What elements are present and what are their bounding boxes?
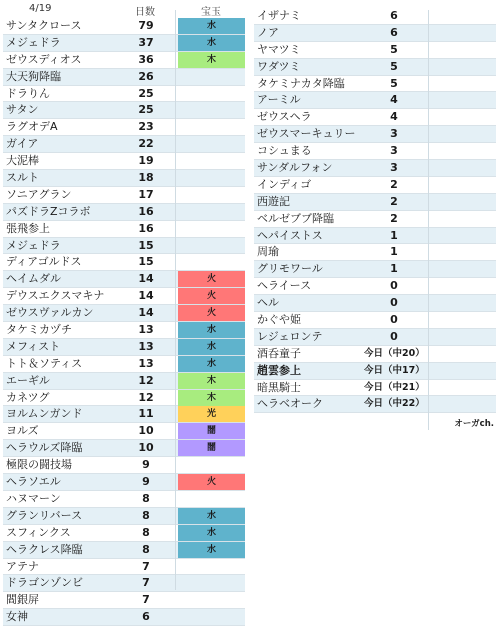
gem-badge: 水 xyxy=(178,542,245,558)
gem-badge xyxy=(178,136,245,152)
quest-name: メジェドラ xyxy=(6,238,61,252)
table-row xyxy=(3,322,245,339)
table-row xyxy=(3,18,245,35)
table-row xyxy=(254,396,496,413)
days-value: 8 xyxy=(142,542,150,556)
days-value: 6 xyxy=(390,9,398,22)
quest-name: ノア xyxy=(257,25,279,39)
days-value: 0 xyxy=(390,296,398,310)
days-value: 9 xyxy=(142,475,150,489)
quest-name: グランリバース xyxy=(6,508,83,522)
quest-name: ゼウスディオス xyxy=(6,52,82,66)
table-row xyxy=(3,305,245,322)
gem-badge xyxy=(178,559,245,575)
quest-name: アーミル xyxy=(257,93,301,107)
table-row xyxy=(3,491,245,508)
table-row xyxy=(3,423,245,440)
days-value: 今日（中20） xyxy=(364,347,425,359)
left-header xyxy=(3,0,245,18)
quest-name: ゼウスヴァルカン xyxy=(6,306,94,320)
quest-name: 大天狗降臨 xyxy=(6,69,61,83)
table-row xyxy=(3,440,245,457)
table-row xyxy=(3,390,245,407)
table-row xyxy=(3,271,245,288)
days-value: 25 xyxy=(138,103,154,117)
quest-name: メフィスト xyxy=(6,339,61,353)
days-value: 4 xyxy=(390,110,398,124)
gem-badge xyxy=(178,119,245,135)
quest-name: ヨルムンガンド xyxy=(6,407,83,421)
quest-name: 女神 xyxy=(6,610,28,624)
table-row xyxy=(3,69,245,86)
days-value: 2 xyxy=(390,177,398,191)
gem-badge xyxy=(178,170,245,186)
gem-badge xyxy=(178,204,245,220)
quest-name: かぐや姫 xyxy=(257,313,301,327)
days-value: 5 xyxy=(390,42,398,56)
days-value: 7 xyxy=(142,559,150,573)
quest-name: 大泥棒 xyxy=(6,154,39,168)
quest-name: カネツグ xyxy=(6,390,50,404)
gem-badge: 水 xyxy=(178,35,245,51)
quest-name: ハヌマーン xyxy=(6,491,61,505)
gem-badge: 闇 xyxy=(178,423,245,439)
days-value: 18 xyxy=(138,171,154,185)
gem-badge: 火 xyxy=(178,271,245,287)
table-row xyxy=(3,35,245,52)
days-value: 5 xyxy=(390,59,398,73)
table-row xyxy=(3,609,245,626)
table-row xyxy=(254,42,496,59)
quest-name: ワダツミ xyxy=(257,59,301,73)
quest-name: ヘパイストス xyxy=(257,228,323,242)
right-table xyxy=(254,0,496,413)
days-value: 10 xyxy=(138,424,154,438)
date-label: 4/19 xyxy=(29,3,52,14)
table-row xyxy=(254,143,496,160)
days-value: 1 xyxy=(390,228,398,242)
quest-name: 暗黒騎士 xyxy=(257,380,301,394)
gem-badge: 水 xyxy=(178,508,245,524)
gem-badge xyxy=(178,254,245,270)
table-row xyxy=(254,160,496,177)
table-row xyxy=(3,86,245,103)
days-value: 8 xyxy=(142,508,150,522)
days-value: 16 xyxy=(138,221,154,235)
gem-header: 宝玉 xyxy=(201,7,221,18)
gem-badge: 木 xyxy=(178,390,245,406)
days-value: 6 xyxy=(142,610,150,624)
days-value: 今日（中21） xyxy=(364,381,425,393)
quest-name: サンダルフォン xyxy=(257,161,333,175)
table-row xyxy=(3,153,245,170)
days-value: 10 xyxy=(138,441,154,455)
quest-name: ヤマツミ xyxy=(257,42,301,56)
quest-name: ラグオデA xyxy=(6,120,58,134)
table-row xyxy=(3,52,245,69)
table-row xyxy=(254,261,496,278)
table-row xyxy=(3,559,245,576)
days-value: 8 xyxy=(142,491,150,505)
table-row xyxy=(3,254,245,271)
days-value: 3 xyxy=(390,127,398,141)
quest-name: ゼウスヘラ xyxy=(257,110,312,124)
right-rows xyxy=(254,8,496,413)
table-row xyxy=(3,238,245,255)
table-row xyxy=(3,508,245,525)
days-value: 13 xyxy=(138,323,154,337)
gem-badge xyxy=(178,491,245,507)
table-row xyxy=(3,119,245,136)
quest-name: サタン xyxy=(6,103,39,117)
days-value: 7 xyxy=(142,576,150,590)
quest-name: インディゴ xyxy=(257,177,312,191)
left-rows xyxy=(3,18,245,626)
table-row xyxy=(3,373,245,390)
table-row xyxy=(254,228,496,245)
table-row xyxy=(3,525,245,542)
table-row xyxy=(254,312,496,329)
days-value: 12 xyxy=(138,390,154,404)
gem-badge xyxy=(178,153,245,169)
days-value: 1 xyxy=(390,262,398,276)
days-value: 23 xyxy=(138,120,154,134)
gem-badge xyxy=(178,187,245,203)
gem-badge xyxy=(178,102,245,118)
gem-badge: 火 xyxy=(178,288,245,304)
table-row xyxy=(254,76,496,93)
credit-label: オーガch. xyxy=(454,419,494,429)
quest-name: ヘライース xyxy=(257,279,312,293)
quest-name: ガイア xyxy=(6,137,39,151)
table-row xyxy=(254,126,496,143)
days-value: 19 xyxy=(138,154,154,168)
days-value: 3 xyxy=(390,161,398,175)
table-row xyxy=(3,592,245,609)
gem-badge: 水 xyxy=(178,339,245,355)
days-value: 0 xyxy=(390,313,398,327)
quest-name: ディアゴルドス xyxy=(6,255,82,269)
quest-name: タケミカヅチ xyxy=(6,323,72,337)
table-row xyxy=(3,288,245,305)
left-divider xyxy=(175,10,176,590)
days-value: 6 xyxy=(390,25,398,39)
quest-name: サンタクロース xyxy=(6,19,82,32)
quest-name: ヨルズ xyxy=(6,424,39,438)
days-value: 5 xyxy=(390,76,398,90)
days-value: 3 xyxy=(390,144,398,158)
table-row xyxy=(254,380,496,397)
quest-name: 西遊記 xyxy=(257,194,290,208)
days-value: 22 xyxy=(138,137,154,151)
table-row xyxy=(254,177,496,194)
table-row xyxy=(254,59,496,76)
table-row xyxy=(254,25,496,42)
quest-name: イザナミ xyxy=(257,9,301,22)
quest-name: ヘラソエル xyxy=(6,475,61,489)
days-value: 9 xyxy=(142,458,150,472)
gem-badge xyxy=(178,609,245,625)
gem-badge: 水 xyxy=(178,525,245,541)
table-row xyxy=(254,211,496,228)
days-value: 15 xyxy=(138,238,154,252)
days-value: 13 xyxy=(138,356,154,370)
gem-badge xyxy=(178,592,245,608)
days-value: 12 xyxy=(138,373,154,387)
quest-name: 周瑜 xyxy=(257,245,279,259)
table-row xyxy=(3,136,245,153)
days-value: 16 xyxy=(138,204,154,218)
table-row xyxy=(254,194,496,211)
quest-name: アテナ xyxy=(6,559,39,573)
table-row xyxy=(3,356,245,373)
days-value: 14 xyxy=(138,306,154,320)
table-row xyxy=(3,542,245,559)
table-row xyxy=(3,204,245,221)
days-value: 25 xyxy=(138,86,154,100)
left-table xyxy=(3,0,245,626)
quest-name: ゼウスマーキュリー xyxy=(257,127,356,141)
quest-name: ベルゼブブ降臨 xyxy=(257,211,334,225)
table-row xyxy=(3,575,245,592)
quest-name: パズドラZコラボ xyxy=(6,204,91,218)
gem-badge xyxy=(178,575,245,591)
table-row xyxy=(254,329,496,346)
gem-badge: 水 xyxy=(178,322,245,338)
days-value: 2 xyxy=(390,211,398,225)
quest-name: 酒呑童子 xyxy=(257,346,301,360)
quest-name: ヘラウルズ降臨 xyxy=(6,441,83,455)
quest-name: ヘル xyxy=(257,296,279,310)
days-value: 今日（中22） xyxy=(364,398,425,410)
table-row xyxy=(3,457,245,474)
quest-name: 極限の闘技場 xyxy=(6,458,72,472)
days-value: 14 xyxy=(138,272,154,286)
days-value: 26 xyxy=(138,69,154,83)
table-row xyxy=(254,278,496,295)
table-row xyxy=(3,406,245,423)
gem-badge: 火 xyxy=(178,305,245,321)
days-value: 36 xyxy=(138,52,154,66)
table-row xyxy=(3,187,245,204)
table-row xyxy=(3,474,245,491)
table-row xyxy=(3,102,245,119)
quest-name: トト＆ソティス xyxy=(6,356,83,370)
table-row xyxy=(3,170,245,187)
table-row xyxy=(254,244,496,261)
table-row xyxy=(3,339,245,356)
days-value: 79 xyxy=(138,19,154,32)
quest-name: エーギル xyxy=(6,373,50,387)
days-value: 0 xyxy=(390,329,398,343)
days-value: 14 xyxy=(138,289,154,303)
quest-name: スルト xyxy=(6,171,39,185)
quest-name: デウスエクスマキナ xyxy=(6,289,105,303)
table-row xyxy=(254,363,496,380)
quest-name: スフィンクス xyxy=(6,525,71,539)
right-divider xyxy=(428,10,429,430)
days-value: 2 xyxy=(390,194,398,208)
days-value: 今日（中17） xyxy=(364,364,425,376)
gem-badge: 闇 xyxy=(178,440,245,456)
quest-name: 趙雲参上 xyxy=(257,363,301,377)
gem-badge: 水 xyxy=(178,18,245,34)
days-value: 4 xyxy=(390,93,398,107)
quest-name: タケミナカタ降臨 xyxy=(257,76,345,90)
gem-badge: 光 xyxy=(178,406,245,422)
days-value: 17 xyxy=(138,187,154,201)
days-value: 8 xyxy=(142,525,150,539)
quest-name: メジェドラ xyxy=(6,35,61,49)
gem-badge: 木 xyxy=(178,52,245,68)
days-value: 7 xyxy=(142,593,150,607)
days-value: 13 xyxy=(138,339,154,353)
table-row xyxy=(254,92,496,109)
gem-badge xyxy=(178,69,245,85)
gem-badge xyxy=(178,238,245,254)
table-row xyxy=(254,109,496,126)
table-row xyxy=(3,221,245,238)
quest-name: レジェロンテ xyxy=(257,329,323,343)
table-row xyxy=(254,8,496,25)
days-value: 11 xyxy=(138,407,154,421)
gem-badge xyxy=(178,221,245,237)
quest-name: グリモワール xyxy=(257,262,323,276)
days-header: 日数 xyxy=(135,7,155,18)
days-value: 1 xyxy=(390,245,398,259)
quest-name: ヘラベオーク xyxy=(257,397,323,411)
gem-badge xyxy=(178,457,245,473)
gem-badge xyxy=(178,86,245,102)
quest-name: ヘラクレス降臨 xyxy=(6,542,83,556)
days-value: 15 xyxy=(138,255,154,269)
quest-name: コシュまる xyxy=(257,144,312,158)
table-row xyxy=(254,346,496,363)
quest-name: 張飛参上 xyxy=(6,221,50,235)
days-value: 0 xyxy=(390,279,398,293)
quest-name: 閻銀屏 xyxy=(6,593,39,607)
quest-name: ソニアグラン xyxy=(6,187,72,201)
gem-badge: 火 xyxy=(178,474,245,490)
gem-badge: 水 xyxy=(178,356,245,372)
table-row xyxy=(254,295,496,312)
days-value: 37 xyxy=(138,35,154,49)
gem-badge: 木 xyxy=(178,373,245,389)
quest-name: ドラりん xyxy=(6,86,50,100)
quest-name: ドラゴンゾンビ xyxy=(6,576,83,590)
quest-name: ヘイムダル xyxy=(6,272,61,286)
